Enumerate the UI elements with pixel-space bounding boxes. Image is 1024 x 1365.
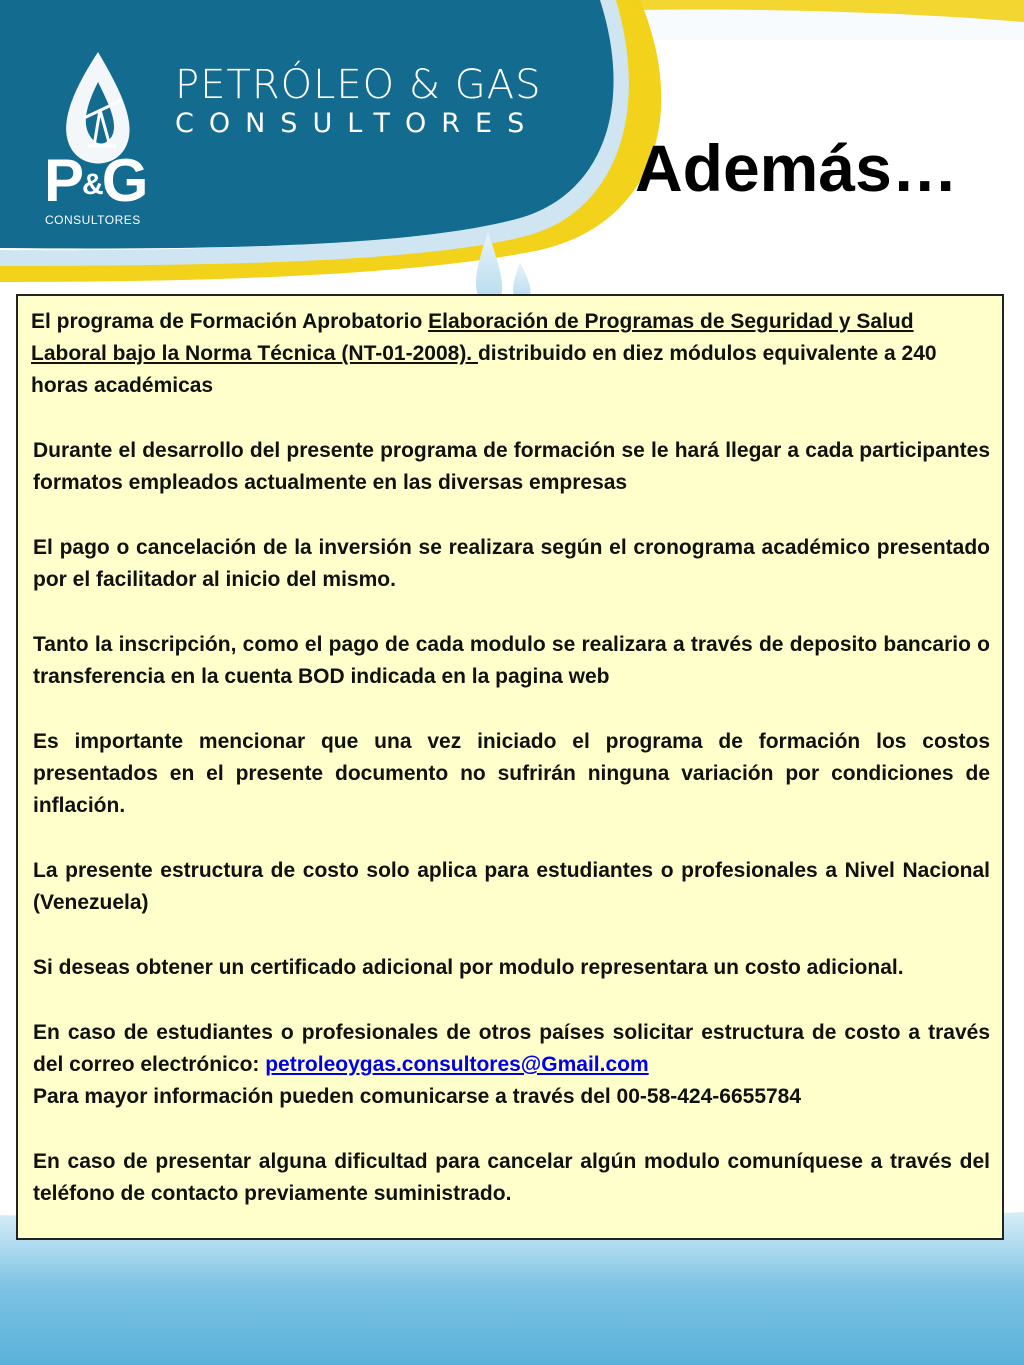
paragraph-formats: Durante el desarrollo del presente programa de formación se le hará llegar a cada participantes formatos empleados actualmente en las diversas empresas	[33, 439, 990, 494]
logo-letter-p: P	[44, 147, 83, 214]
brand-tagline: CONSULTORES	[175, 108, 540, 139]
paragraph-phone: Para mayor información pueden comunicarse a través del 00-58-424-6655784	[33, 1085, 802, 1108]
logo-monogram	[44, 147, 147, 216]
logo-subtitle: CONSULTORES	[45, 213, 141, 227]
brand-wordmark	[175, 62, 542, 138]
paragraph-costs: Es importante mencionar que una vez iniciado el programa de formación los costos presentados en el presente documento no sufrirán ninguna variación por condiciones de inflación.	[33, 730, 990, 817]
paragraph-certificate: Si deseas obtener un certificado adicional por modulo representara un costo adicional.	[33, 956, 904, 979]
paragraph-difficulty: En caso de presentar alguna dificultad para cancelar algún modulo comuníquese a través del teléfono de contacto previamente suministrado.	[33, 1150, 990, 1205]
page-title: Además…	[635, 131, 958, 205]
paragraph-inscription: Tanto la inscripción, como el pago de cada modulo se realizara a través de deposito bancario o transferencia en la cuenta BOD indicada en la pagina web	[33, 633, 990, 688]
brand-name: PETRÓLEO & GAS	[175, 62, 542, 108]
logo-ampersand: &	[82, 168, 102, 202]
info-box	[16, 294, 1004, 1240]
paragraph-national: La presente estructura de costo solo aplica para estudiantes o profesionales a Nivel Nacional (Venezuela)	[33, 859, 990, 914]
program-modules-text: distribuido en diez módulos equivalente a 240 horas académicas	[31, 342, 937, 397]
paragraph-international	[31, 1017, 990, 1081]
program-title: Elaboración de Programas de Seguridad y Salud Laboral bajo la Norma Técnica (NT-01-2008).	[31, 310, 914, 365]
program-intro-text: El programa de Formación Aprobatorio	[31, 310, 429, 333]
paragraph-program	[31, 306, 990, 402]
email-link[interactable]: petroleoygas.consultores@Gmail.com	[265, 1053, 649, 1076]
paragraph-payment: El pago o cancelación de la inversión se realizara según el cronograma académico presentado por el facilitador al inicio del mismo.	[33, 536, 990, 591]
international-text: En caso de estudiantes o profesionales de otros países solicitar estructura de costo a través del correo electrónico:	[33, 1021, 990, 1076]
logo-letter-g: G	[101, 147, 147, 214]
